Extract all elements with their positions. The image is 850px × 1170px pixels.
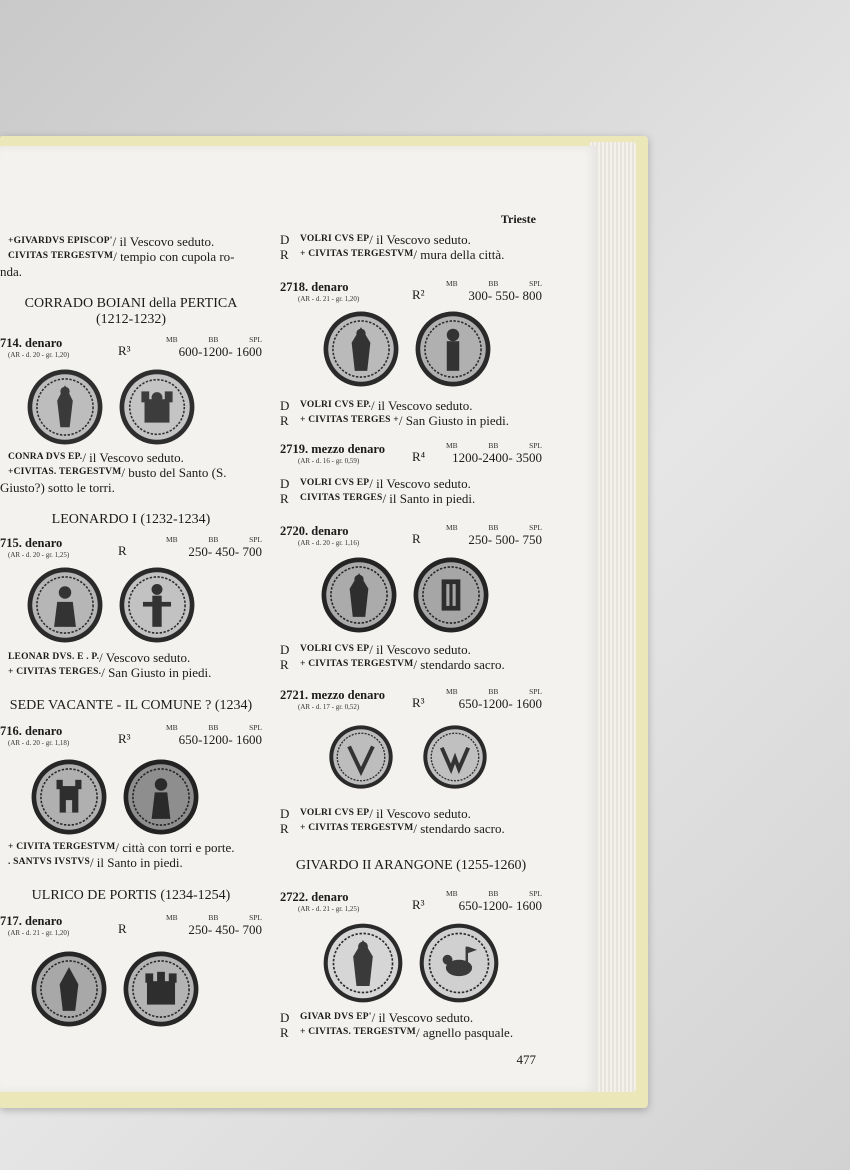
- legend-entry-2722: [280, 1010, 542, 1040]
- coin-pair: [322, 310, 492, 388]
- legend-line: D VOLRI CVS EP / il Vescovo seduto.: [280, 232, 471, 247]
- legend-line: +CIVITAS. TERGESTVM / busto del Santo (S.: [8, 465, 227, 480]
- catalog-entry: [280, 890, 542, 920]
- prices: 650-1200- 1600: [178, 732, 262, 747]
- catalog-entry: [0, 914, 262, 944]
- catalog-entry: [0, 536, 262, 566]
- coin-reverse-image: [418, 922, 500, 1004]
- legend-line: R + CIVITAS TERGESTVM / mura della città.: [280, 247, 505, 262]
- grade-labels: MB BB SPL: [446, 889, 542, 898]
- coin-obverse-image: [322, 310, 400, 388]
- entry-number: 2722. denaro: [280, 890, 349, 904]
- section-title: GIVARDO II ARANGONE (1255-1260): [295, 858, 527, 873]
- grade-labels: MB BB SPL: [446, 279, 542, 288]
- legend-line: R + CIVITAS TERGESTVM / stendardo sacro.: [280, 657, 505, 672]
- legend-line: D VOLRI CVS EP / il Vescovo seduto.: [280, 642, 471, 657]
- entry-number: 2719. mezzo denaro: [280, 442, 385, 456]
- legend-line: D VOLRI CVS EP / il Vescovo seduto.: [280, 806, 471, 821]
- legend-entry-714: [0, 450, 262, 495]
- legend-line: R CIVITAS TERGES / il Santo in piedi.: [280, 491, 476, 506]
- legend-line: D GIVAR DVS EP' / il Vescovo seduto.: [280, 1010, 474, 1025]
- coin-reverse-image: [412, 556, 490, 634]
- legend-top-right: [280, 232, 542, 262]
- prices: 300- 550- 800: [468, 288, 542, 303]
- coin-obverse-image: [322, 922, 404, 1004]
- coin-obverse-image: [320, 556, 398, 634]
- coin-reverse-image: [122, 758, 200, 836]
- entry-number: 2720. denaro: [280, 524, 349, 538]
- legend-entry-2718: [280, 398, 542, 428]
- section-title: ULRICO DE PORTIS (1234-1254): [31, 888, 231, 903]
- entry-spec: (AR - d. 16 - gr. 0,59): [298, 457, 360, 465]
- entry-number: 2721. mezzo denaro: [280, 688, 385, 702]
- prices: 650-1200- 1600: [458, 696, 542, 711]
- legend-line: LEONAR DVS. E . P. / Vescovo seduto.: [8, 650, 191, 665]
- legend-line: D VOLRI CVS EP / il Vescovo seduto.: [280, 476, 471, 491]
- entry-number: 715. denaro: [0, 536, 63, 550]
- catalog-entry: [280, 442, 542, 472]
- legend-line: nda.: [0, 264, 23, 279]
- legend-line: + CIVITA TERGESTVM / città con torri e porte.: [8, 840, 235, 855]
- legend-top-left: [0, 234, 262, 279]
- coin-reverse-image: [118, 368, 196, 446]
- page-number: 477: [516, 1052, 536, 1067]
- prices: 650-1200- 1600: [458, 898, 542, 913]
- section-title: CORRADO BOIANI della PERTICA: [24, 296, 238, 311]
- entry-spec: (AR - d. 20 - gr. 1,18): [8, 739, 70, 747]
- grade-labels: MB BB SPL: [166, 913, 262, 922]
- entry-spec: (AR - d. 21 - gr. 1,25): [298, 905, 360, 913]
- entry-number: 2718. denaro: [280, 280, 349, 294]
- legend-line: + CIVITAS TERGES. / San Giusto in piedi.: [8, 665, 212, 680]
- prices: 1200-2400- 3500: [452, 450, 542, 465]
- catalog-entry: [280, 280, 542, 310]
- coin-pair: [30, 758, 200, 836]
- catalog-entry: [280, 524, 542, 554]
- legend-entry-716: [8, 840, 262, 870]
- entry-spec: (AR - d. 17 - gr. 0,52): [298, 703, 360, 711]
- catalog-page: [0, 146, 598, 1092]
- rarity: R⁴: [412, 449, 426, 464]
- section-title: SEDE VACANTE - IL COMUNE ? (1234): [9, 698, 253, 713]
- running-head: Trieste: [500, 212, 536, 226]
- prices: 250- 450- 700: [188, 544, 262, 559]
- legend-entry-2720: [280, 642, 542, 672]
- coin-obverse-image: [30, 950, 108, 1028]
- coin-pair: [322, 922, 500, 1004]
- coin-pair: [26, 368, 196, 446]
- grade-labels: MB BB SPL: [446, 441, 542, 450]
- grade-labels: MB BB SPL: [166, 535, 262, 544]
- rarity: R³: [118, 731, 131, 746]
- coin-pair: [30, 950, 200, 1028]
- legend-line: . SANTVS IVSTVS / il Santo in piedi.: [8, 855, 183, 870]
- entry-spec: (AR - d. 21 - gr. 1,20): [298, 295, 360, 303]
- coin-obverse-image: [328, 724, 394, 790]
- rarity: R: [118, 543, 127, 558]
- coin-reverse-image: [422, 724, 488, 790]
- legend-entry-2721: [280, 806, 542, 836]
- rarity: R³: [412, 897, 425, 912]
- prices: 250- 500- 750: [468, 532, 542, 547]
- grade-labels: MB BB SPL: [166, 335, 262, 344]
- legend-line: CONRA DVS EP. / il Vescovo seduto.: [8, 450, 184, 465]
- entry-spec: (AR - d. 20 - gr. 1,25): [8, 551, 70, 559]
- entry-spec: (AR - d. 20 - gr. 1,20): [8, 351, 70, 359]
- coin-reverse-image: [122, 950, 200, 1028]
- entry-number: 714. denaro: [0, 336, 63, 350]
- section-subtitle: (1212-1232): [96, 312, 166, 327]
- catalog-entry: [0, 724, 262, 754]
- legend-line: +GIVARDVS EPISCOP' / il Vescovo seduto.: [8, 234, 215, 249]
- legend-line: Giusto?) sotto le torri.: [0, 480, 115, 495]
- coin-pair: [26, 566, 196, 644]
- coin-obverse-image: [30, 758, 108, 836]
- legend-line: R + CIVITAS. TERGESTVM / agnello pasquale.: [280, 1025, 514, 1040]
- entry-spec: (AR - d. 20 - gr. 1,16): [298, 539, 360, 547]
- coin-reverse-image: [414, 310, 492, 388]
- grade-labels: MB BB SPL: [166, 723, 262, 732]
- entry-number: 717. denaro: [0, 914, 63, 928]
- legend-line: R + CIVITAS TERGES + / San Giusto in piedi.: [280, 413, 509, 428]
- rarity: R²: [412, 287, 425, 302]
- catalog-entry: [280, 688, 542, 718]
- legend-line: D VOLRI CVS EP. / il Vescovo seduto.: [280, 398, 473, 413]
- legend-line: R + CIVITAS TERGESTVM / stendardo sacro.: [280, 821, 505, 836]
- legend-entry-715: [8, 650, 262, 680]
- grade-labels: MB BB SPL: [446, 523, 542, 532]
- entry-number: 716. denaro: [0, 724, 63, 738]
- rarity: R³: [118, 343, 131, 358]
- entry-spec: (AR - d. 21 - gr. 1,20): [8, 929, 70, 937]
- section-title: LEONARDO I (1232-1234): [51, 512, 211, 527]
- coin-pair: [320, 556, 490, 634]
- rarity: R: [412, 531, 421, 546]
- coin-obverse-image: [26, 368, 104, 446]
- prices: 250- 450- 700: [188, 922, 262, 937]
- grade-labels: MB BB SPL: [446, 687, 542, 696]
- coin-pair: [328, 724, 488, 790]
- rarity: R: [118, 921, 127, 936]
- coin-reverse-image: [118, 566, 196, 644]
- coin-obverse-image: [26, 566, 104, 644]
- prices: 600-1200- 1600: [178, 344, 262, 359]
- legend-line: CIVITAS TERGESTVM / tempio con cupola ro-: [8, 249, 235, 264]
- rarity: R³: [412, 695, 425, 710]
- catalog-entry: [0, 336, 262, 366]
- legend-entry-2719: [280, 476, 542, 506]
